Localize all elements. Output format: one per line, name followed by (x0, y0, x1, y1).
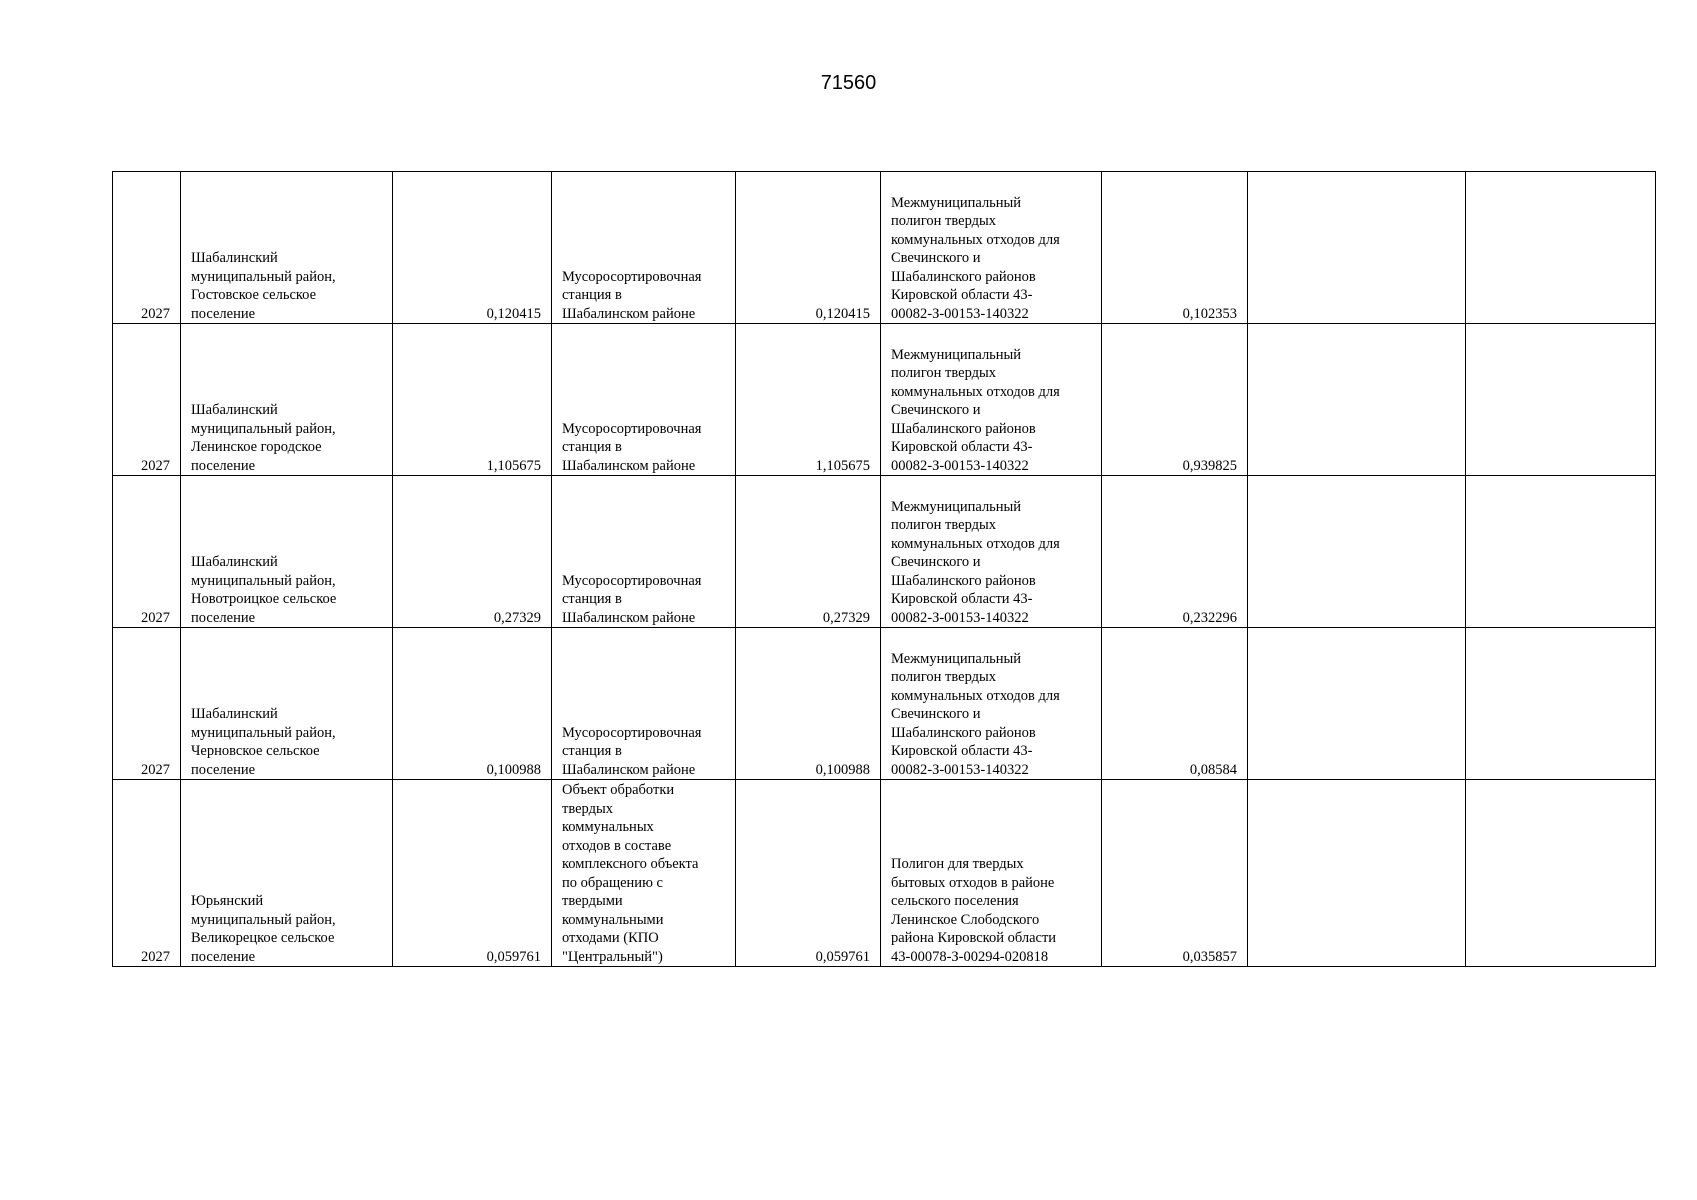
empty-cell (1248, 476, 1466, 628)
volume-processed-cell: 0,120415 (736, 172, 881, 324)
empty-cell (1248, 172, 1466, 324)
table-row (113, 172, 1656, 324)
year-cell: 2027 (113, 780, 181, 967)
volume-disposed-cell: 0,939825 (1102, 324, 1248, 476)
volume-processed-cell: 0,059761 (736, 780, 881, 967)
table-row (113, 780, 1656, 967)
empty-cell (1466, 172, 1656, 324)
disposal-facility-cell: Межмуниципальный полигон твердых коммунальных отходов для Свечинского и Шабалинского районов Кировской области 43- 00082-З-00153-140322 (881, 628, 1102, 780)
volume-generated-cell: 0,27329 (393, 476, 552, 628)
volume-processed-cell: 1,105675 (736, 324, 881, 476)
empty-cell (1248, 324, 1466, 476)
page-number: 71560 (820, 72, 877, 94)
disposal-facility-cell: Межмуниципальный полигон твердых коммунальных отходов для Свечинского и Шабалинского районов Кировской области 43- 00082-З-00153-140322 (881, 476, 1102, 628)
settlement-cell: Шабалинский муниципальный район, Новотроицкое сельское поселение (181, 476, 393, 628)
volume-processed-cell: 0,27329 (736, 476, 881, 628)
processing-facility-cell: Мусоросортировочная станция в Шабалинском районе (552, 476, 736, 628)
disposal-facility-cell: Полигон для твердых бытовых отходов в районе сельского поселения Ленинское Слободского района Кировской области 43-00078-З-00294-020818 (881, 780, 1102, 967)
volume-disposed-cell: 0,232296 (1102, 476, 1248, 628)
table-row (113, 324, 1656, 476)
table-row (113, 628, 1656, 780)
empty-cell (1248, 780, 1466, 967)
volume-disposed-cell: 0,102353 (1102, 172, 1248, 324)
processing-facility-cell: Объект обработки твердых коммунальных отходов в составе комплексного объекта по обращению с твердыми коммунальными отходами (КПО "Центральный") (552, 780, 736, 967)
empty-cell (1466, 476, 1656, 628)
empty-cell (1466, 780, 1656, 967)
volume-disposed-cell: 0,08584 (1102, 628, 1248, 780)
settlement-cell: Шабалинский муниципальный район, Гостовское сельское поселение (181, 172, 393, 324)
processing-facility-cell: Мусоросортировочная станция в Шабалинском районе (552, 628, 736, 780)
table-row (113, 476, 1656, 628)
settlement-cell: Юрьянский муниципальный район, Великорецкое сельское поселение (181, 780, 393, 967)
settlement-cell: Шабалинский муниципальный район, Ленинское городское поселение (181, 324, 393, 476)
empty-cell (1466, 324, 1656, 476)
processing-facility-cell: Мусоросортировочная станция в Шабалинском районе (552, 324, 736, 476)
year-cell: 2027 (113, 172, 181, 324)
disposal-facility-cell: Межмуниципальный полигон твердых коммунальных отходов для Свечинского и Шабалинского районов Кировской области 43- 00082-З-00153-140322 (881, 324, 1102, 476)
settlement-cell: Шабалинский муниципальный район, Черновское сельское поселение (181, 628, 393, 780)
waste-flow-table (112, 171, 1656, 967)
year-cell: 2027 (113, 324, 181, 476)
volume-generated-cell: 0,100988 (393, 628, 552, 780)
processing-facility-cell: Мусоросортировочная станция в Шабалинском районе (552, 172, 736, 324)
volume-generated-cell: 0,059761 (393, 780, 552, 967)
empty-cell (1248, 628, 1466, 780)
year-cell: 2027 (113, 628, 181, 780)
volume-generated-cell: 0,120415 (393, 172, 552, 324)
disposal-facility-cell: Межмуниципальный полигон твердых коммунальных отходов для Свечинского и Шабалинского районов Кировской области 43- 00082-З-00153-140322 (881, 172, 1102, 324)
table-body (113, 172, 1656, 967)
volume-disposed-cell: 0,035857 (1102, 780, 1248, 967)
volume-generated-cell: 1,105675 (393, 324, 552, 476)
volume-processed-cell: 0,100988 (736, 628, 881, 780)
empty-cell (1466, 628, 1656, 780)
year-cell: 2027 (113, 476, 181, 628)
